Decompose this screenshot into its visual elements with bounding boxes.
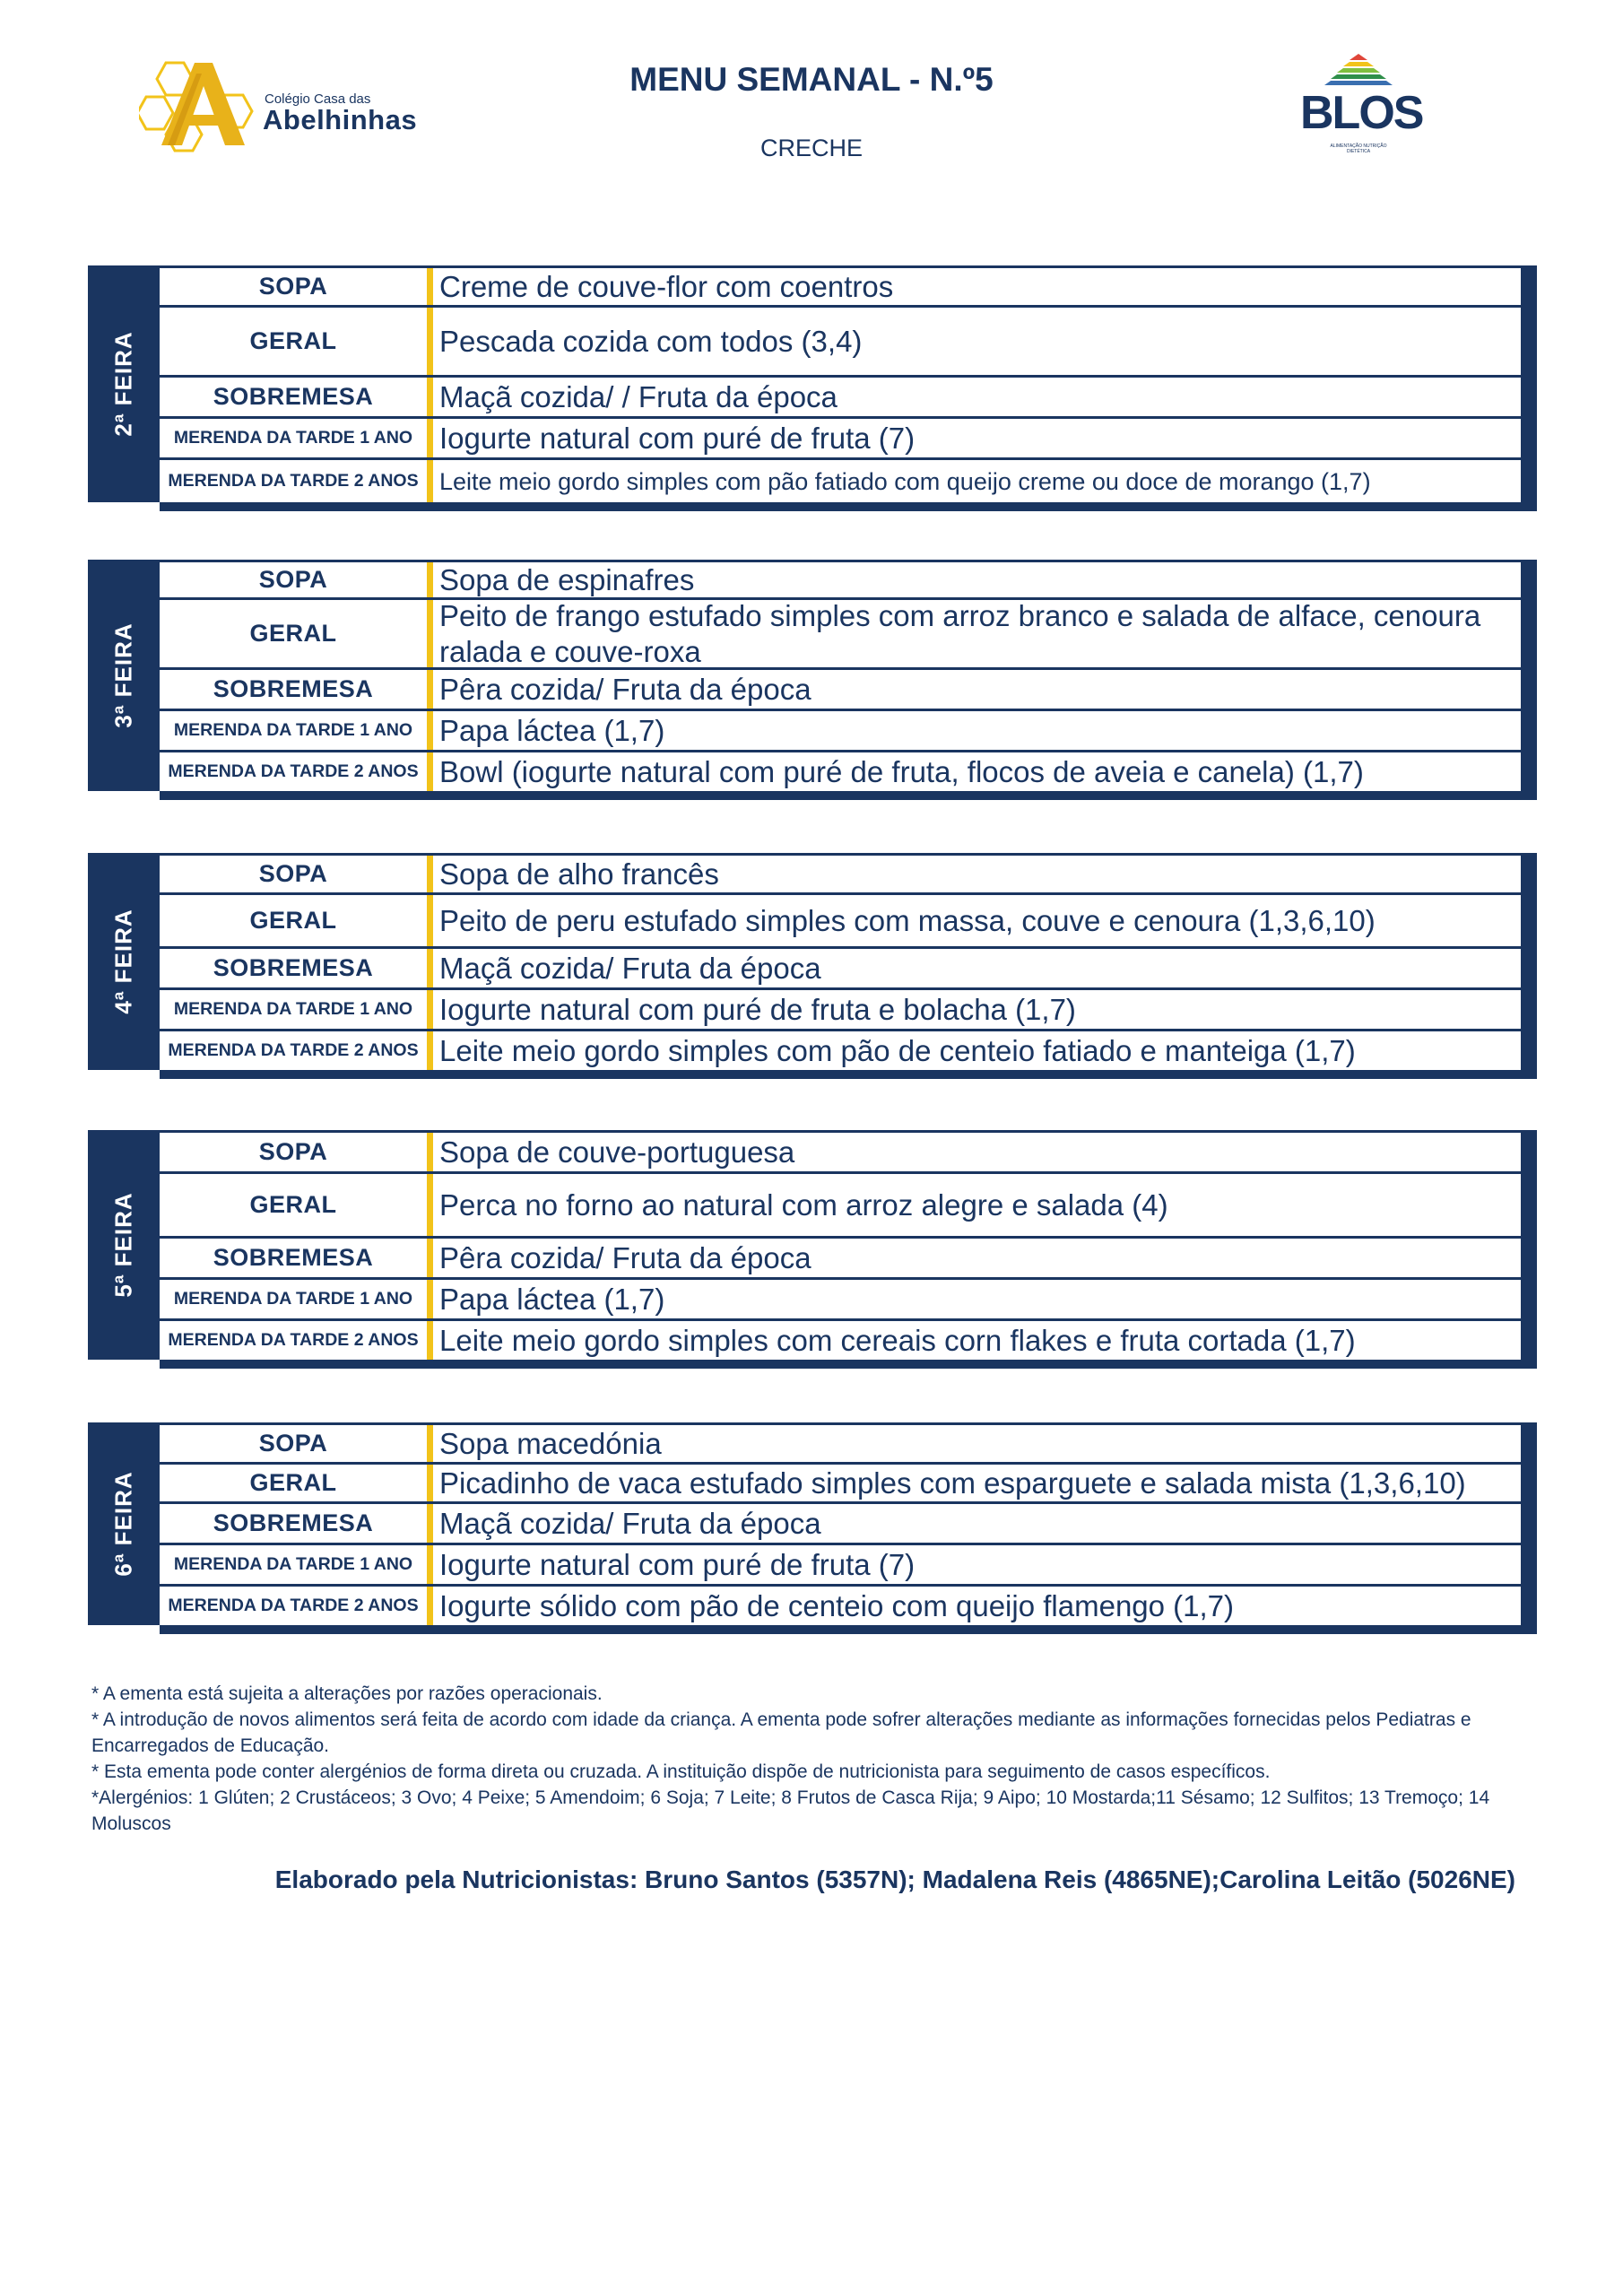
menu-row [160,1130,1521,1171]
yellow-divider [427,378,433,416]
meal-description: Sopa de couve-portuguesa [439,1135,795,1169]
day-bottom-border [160,1625,1537,1634]
day-block [88,265,1537,513]
menu-row [160,1462,1521,1501]
meal-category: GERAL [249,1191,337,1218]
yellow-divider [427,1031,433,1070]
yellow-divider [427,895,433,946]
meal-description: Peito de frango estufado simples com arroz branco e salada de alface, cenoura ralada e couve-roxa [439,598,1481,668]
menu-row [160,709,1521,750]
meal-category: MERENDA DA TARDE 2 ANOS [168,1596,419,1615]
menu-row [160,1501,1521,1543]
meal-description: Iogurte natural com puré de fruta (7) [439,421,916,455]
meal-category: SOPA [258,1430,328,1457]
meal-category: SOPA [258,273,328,300]
day-right-border [1521,560,1537,796]
day-label: 4ª FEIRA [109,909,137,1014]
menu-row [160,305,1521,375]
meal-description: Maçã cozida/ Fruta da época [439,951,821,985]
day-label: 3ª FEIRA [109,622,137,728]
pyramid-logo-icon [1300,52,1417,88]
day-right-border [1521,265,1537,508]
author-credit: Elaborado pela Nutricionistas: Bruno Santos (5357N); Madalena Reis (4865NE);Carolina Leitão (5026NE) [274,1866,1515,1893]
yellow-divider [427,268,433,305]
day-right-border [1521,853,1537,1075]
blos-logo [1300,52,1423,178]
day-label: 2ª FEIRA [109,331,137,437]
yellow-divider [427,856,433,892]
yellow-divider [427,419,433,457]
menu-row [160,987,1521,1029]
note-allergens-list: *Alergénios: 1 Glúten; 2 Crustáceos; 3 Ovo; 4 Peixe; 5 Amendoim; 6 Soja; 7 Leite; 8 Frutos de Casca Rija; 9 Aipo; 10 Mostarda;11 Sésamo; 12 Sulfitos; 13 Tremoço; 14 Moluscos [91,1787,1490,1834]
yellow-divider [427,670,433,709]
meal-category: SOPA [258,860,328,887]
meal-category: MERENDA DA TARDE 2 ANOS [168,471,419,491]
menu-row [160,457,1521,502]
menu-row [160,1277,1521,1318]
yellow-divider [427,1504,433,1543]
menu-row [160,1584,1521,1625]
meal-description: Papa láctea (1,7) [439,1282,665,1316]
menu-row [160,1318,1521,1360]
yellow-divider [427,752,433,791]
meal-category: MERENDA DA TARDE 2 ANOS [168,1040,419,1060]
meal-category: SOBREMESA [213,954,374,981]
note-new-foods: * A introdução de novos alimentos será feita de acordo com idade da criança. A ementa pode sofrer alterações mediante as informações fornecidas pelos Pediatras e Encarregados de Educação. [91,1709,1471,1756]
day-side-bar [88,853,160,1070]
page-title: MENU SEMANAL - N.º5 [629,61,994,98]
brand-name: BLOS [1300,87,1423,139]
meal-description: Sopa macedónia [439,1426,662,1460]
yellow-divider [427,460,433,502]
meal-description: Sopa de alho francês [439,857,719,891]
school-name-small: Colégio Casa das [265,91,371,107]
meal-description: Peito de peru estufado simples com massa, couve e cenoura (1,3,6,10) [439,903,1376,937]
yellow-divider [427,1280,433,1318]
day-bottom-border [160,502,1537,511]
day-side-bar [88,265,160,502]
notes [91,1681,1544,1837]
meal-description: Pêra cozida/ Fruta da época [439,672,812,706]
day-right-border [1521,1422,1537,1631]
menu-row [160,1236,1521,1277]
yellow-divider [427,1133,433,1171]
meal-description: Leite meio gordo simples com cereais corn flakes e fruta cortada (1,7) [439,1323,1356,1357]
meal-category: MERENDA DA TARDE 1 ANO [173,999,413,1019]
yellow-divider [427,1425,433,1462]
menu-row [160,667,1521,709]
day-block [88,560,1537,802]
meal-category: MERENDA DA TARDE 1 ANO [173,1554,413,1574]
menu-row [160,1543,1521,1584]
day-bottom-border [160,791,1537,800]
meal-description: Iogurte natural com puré de fruta (7) [439,1547,916,1581]
menu-row [160,853,1521,892]
meal-category: MERENDA DA TARDE 1 ANO [173,720,413,740]
meal-category: SOBREMESA [213,1509,374,1536]
yellow-divider [427,711,433,750]
yellow-divider [427,1545,433,1584]
meal-category: GERAL [249,327,337,354]
yellow-divider [427,1239,433,1277]
yellow-divider [427,1321,433,1360]
yellow-divider [427,990,433,1029]
meal-description: Sopa de espinafres [439,562,695,596]
yellow-divider [427,308,433,375]
brand-subtitle: ALIMENTAÇÃO NUTRIÇÃO DIETÉTICA [1330,144,1387,154]
meal-description: Pescada cozida com todos (3,4) [439,324,863,358]
day-block [88,1130,1537,1370]
menu-row [160,560,1521,597]
yellow-divider [427,1174,433,1236]
meal-description: Papa láctea (1,7) [439,713,665,747]
menu-row [160,597,1521,667]
day-side-bar [88,560,160,791]
yellow-divider [427,1465,433,1501]
meal-category: SOBREMESA [213,1244,374,1271]
day-label: 5ª FEIRA [109,1192,137,1298]
meal-description: Leite meio gordo simples com pão fatiado com queijo creme ou doce de morango (1,7) [439,467,1371,495]
day-side-bar [88,1130,160,1360]
day-bottom-border [160,1070,1537,1079]
menu-row [160,1171,1521,1236]
meal-category: GERAL [249,620,337,647]
yellow-divider [427,1587,433,1625]
meal-category: SOPA [258,566,328,593]
meal-category: MERENDA DA TARDE 2 ANOS [168,761,419,781]
meal-category: SOBREMESA [213,675,374,702]
menu-row [160,375,1521,416]
meal-description: Leite meio gordo simples com pão de centeio fatiado e manteiga (1,7) [439,1033,1356,1067]
menu-row [160,750,1521,791]
menu-row [160,1029,1521,1070]
yellow-divider [427,949,433,987]
day-label: 6ª FEIRA [109,1471,137,1577]
note-operational: * A ementa está sujeita a alterações por razões operacionais. [91,1683,603,1704]
meal-description: Maçã cozida/ Fruta da época [439,1506,821,1540]
meal-category: SOPA [258,1138,328,1165]
day-bottom-border [160,1360,1537,1369]
day-right-border [1521,1130,1537,1365]
meal-category: GERAL [249,1469,337,1496]
yellow-divider [427,562,433,597]
day-block [88,853,1537,1081]
school-name: Abelhinhas [263,104,418,135]
meal-description: Perca no forno ao natural com arroz alegre e salada (4) [439,1187,1168,1222]
meal-description: Iogurte natural com puré de fruta e bolacha (1,7) [439,992,1076,1026]
meal-description: Iogurte sólido com pão de centeio com queijo flamengo (1,7) [439,1588,1235,1622]
yellow-divider [427,600,433,667]
menu-row [160,1422,1521,1462]
meal-category: MERENDA DA TARDE 2 ANOS [168,1330,419,1350]
meal-category: MERENDA DA TARDE 1 ANO [173,1289,413,1309]
meal-category: GERAL [249,907,337,934]
menu-row [160,892,1521,946]
meal-description: Picadinho de vaca estufado simples com esparguete e salada mista (1,3,6,10) [439,1465,1466,1500]
meal-category: MERENDA DA TARDE 1 ANO [173,428,413,448]
meal-description: Maçã cozida/ / Fruta da época [439,379,838,413]
menu-row [160,265,1521,305]
menu-row [160,416,1521,457]
meal-description: Bowl (iogurte natural com puré de fruta, flocos de aveia e canela) (1,7) [439,754,1364,788]
day-side-bar [88,1422,160,1625]
note-allergens-warning: * Esta ementa pode conter alergénios de forma direta ou cruzada. A instituição dispõe de nutricionista para seguimento de casos específicos. [91,1761,1271,1782]
menu-row [160,946,1521,987]
meal-description: Creme de couve-flor com coentros [439,269,894,303]
page-subtitle: CRECHE [759,135,863,161]
day-block [88,1422,1537,1636]
meal-category: SOBREMESA [213,383,374,410]
meal-description: Pêra cozida/ Fruta da época [439,1240,812,1274]
